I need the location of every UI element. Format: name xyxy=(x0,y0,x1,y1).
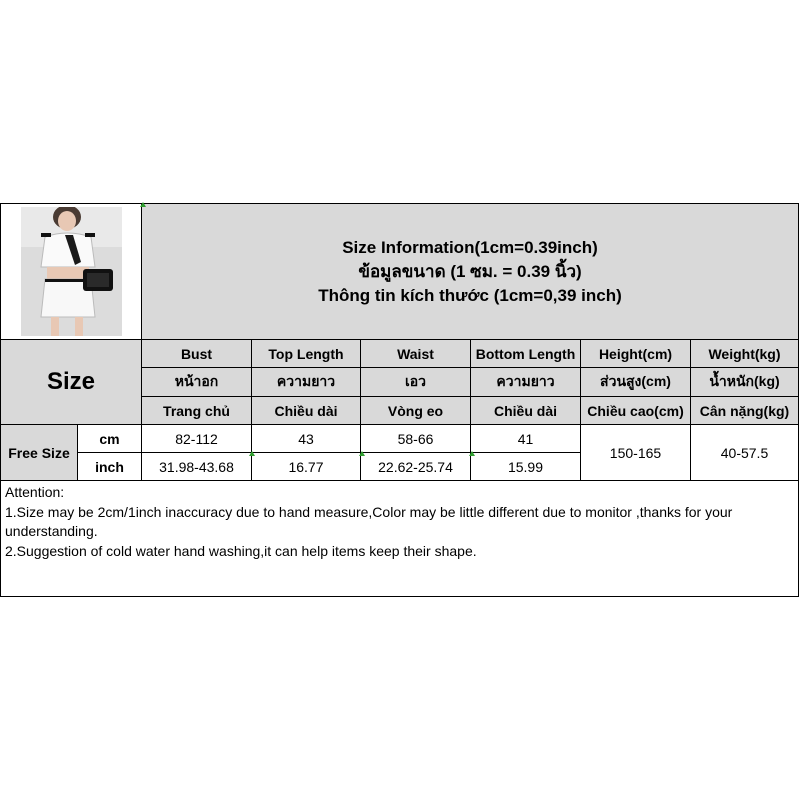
col-bottom-length-en: Bottom Length xyxy=(470,339,581,368)
top-length-cm: 43 xyxy=(251,424,361,453)
green-marker xyxy=(249,451,255,456)
col-weight-en: Weight(kg) xyxy=(690,339,799,368)
col-height-vi: Chiều cao(cm) xyxy=(580,396,691,425)
attention-note-1: 1.Size may be 2cm/1inch inaccuracy due to hand measure,Color may be little different due to monitor ,thanks for your understanding. xyxy=(5,503,733,539)
attention-heading: Attention: xyxy=(5,484,65,500)
col-bust-th: หน้าอก xyxy=(141,367,252,397)
col-height-th: ส่วนสูง(cm) xyxy=(580,367,691,397)
col-weight-vi: Cân nặng(kg) xyxy=(690,396,799,425)
col-waist-th: เอว xyxy=(360,367,471,397)
bust-inch: 31.98-43.68 xyxy=(141,452,252,481)
waist-cm: 58-66 xyxy=(360,424,471,453)
weight-value: 40-57.5 xyxy=(690,424,799,481)
col-weight-th: น้ำหนัก(kg) xyxy=(690,367,799,397)
col-top-length-vi: Chiều dài xyxy=(251,396,361,425)
col-waist-vi: Vòng eo xyxy=(360,396,471,425)
attention-notes xyxy=(0,480,799,597)
col-bottom-length-th: ความยาว xyxy=(470,367,581,397)
green-marker xyxy=(359,451,365,456)
height-value: 150-165 xyxy=(580,424,691,481)
waist-inch: 22.62-25.74 xyxy=(360,452,471,481)
col-bottom-length-vi: Chiều dài xyxy=(470,396,581,425)
size-header: Size xyxy=(0,339,142,425)
green-marker xyxy=(469,451,475,456)
col-top-length-th: ความยาว xyxy=(251,367,361,397)
size-info-title xyxy=(141,203,799,340)
col-bust-en: Bust xyxy=(141,339,252,368)
free-size-label: Free Size xyxy=(0,424,78,481)
top-length-inch: 16.77 xyxy=(251,452,361,481)
col-waist-en: Waist xyxy=(360,339,471,368)
unit-inch-label: inch xyxy=(77,452,142,481)
bottom-length-cm: 41 xyxy=(470,424,581,453)
col-bust-vi: Trang chủ xyxy=(141,396,252,425)
col-height-en: Height(cm) xyxy=(580,339,691,368)
attention-note-2: 2.Suggestion of cold water hand washing,it can help items keep their shape. xyxy=(5,542,477,559)
product-photo-image xyxy=(21,207,122,336)
title-vietnamese: Thông tin kích thước (1cm=0,39 inch) xyxy=(318,285,622,305)
title-thai: ข้อมูลขนาด (1 ซม. = 0.39 นิ้ว) xyxy=(358,261,582,281)
title-english: Size Information(1cm=0.39inch) xyxy=(342,237,598,257)
col-top-length-en: Top Length xyxy=(251,339,361,368)
unit-cm-label: cm xyxy=(77,424,142,453)
bottom-length-inch: 15.99 xyxy=(470,452,581,481)
green-marker xyxy=(140,202,146,207)
product-photo xyxy=(21,207,122,336)
bust-cm: 82-112 xyxy=(141,424,252,453)
